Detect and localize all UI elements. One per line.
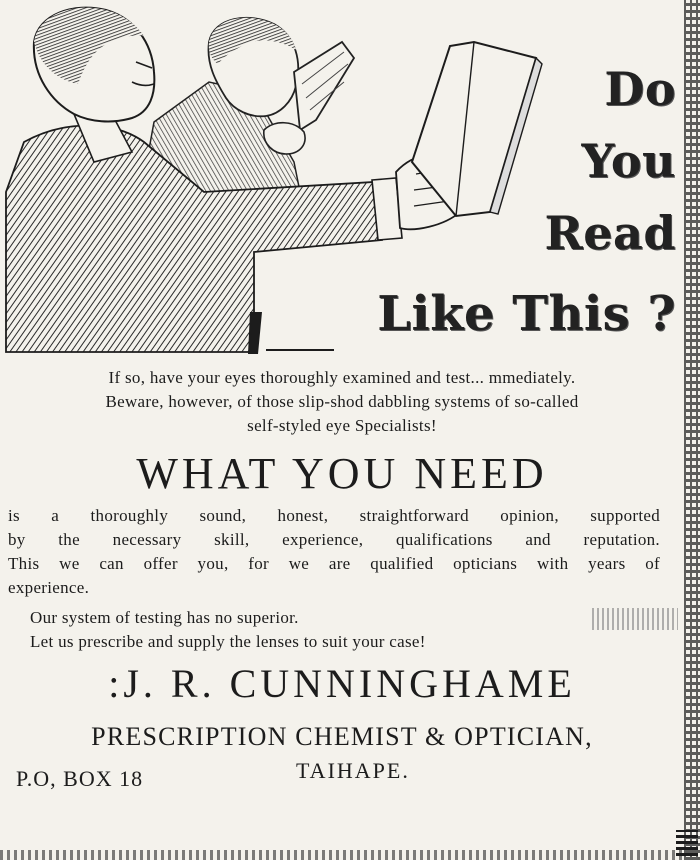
- corner-ornament: [676, 830, 698, 856]
- system-line: Let us prescribe and supply the lenses to suit your case!: [30, 632, 426, 651]
- body-line: experience.: [8, 578, 90, 597]
- intro-line: If so, have your eyes thoroughly examined and test... mmediately.: [108, 368, 576, 387]
- smudge-mark: [592, 608, 678, 630]
- right-ornamental-border: [684, 0, 700, 860]
- headline-line-4: Like This ?: [377, 286, 676, 342]
- bottom-ornamental-border: [0, 850, 684, 860]
- town: TAIHAPE.: [296, 758, 410, 783]
- headline-line-2: You: [581, 134, 676, 188]
- body-line: by the necessary skill, experience, qualifications and reputation.: [8, 530, 660, 549]
- what-you-need-heading: WHAT YOU NEED: [136, 449, 548, 498]
- system-line: Our system of testing has no superior.: [30, 608, 299, 627]
- headline-line-1: Do: [604, 62, 676, 116]
- advertiser-name: :J. R. CUNNINGHAME: [108, 661, 576, 706]
- intro-line: Beware, however, of those slip-shod dabbling systems of so-called: [105, 392, 579, 411]
- body-paragraph: [8, 504, 660, 600]
- body-line: is a thoroughly sound, honest, straightforward opinion, supported: [8, 506, 660, 525]
- system-paragraph: [30, 606, 426, 654]
- headline-line-3: Read: [544, 206, 676, 260]
- advertiser-title: PRESCRIPTION CHEMIST & OPTICIAN,: [91, 722, 593, 751]
- headline: [544, 62, 676, 282]
- intro-line: self-styled eye Specialists!: [247, 416, 437, 435]
- intro-paragraph: [0, 366, 684, 438]
- headline-bottom: [377, 286, 676, 364]
- po-box: P.O, BOX 18: [16, 766, 144, 791]
- body-line: This we can offer you, for we are qualified opticians with years of: [8, 554, 660, 573]
